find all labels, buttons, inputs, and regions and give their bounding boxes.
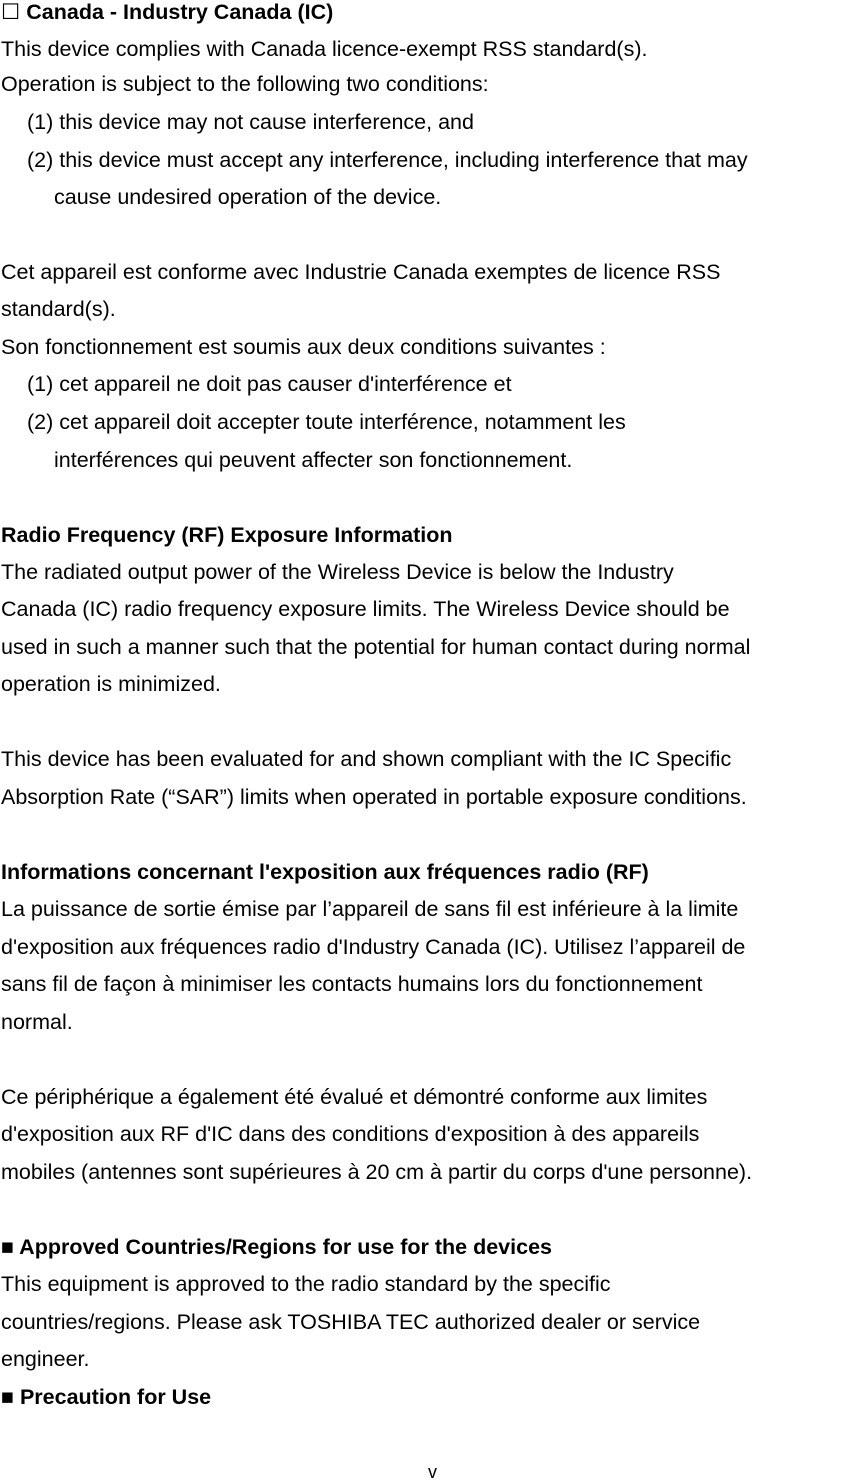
paragraph-line: The radiated output power of the Wireless Device is below the Industry: [1, 560, 674, 584]
condition-item: (2) cet appareil doit accepter toute interférence, notamment les: [27, 410, 626, 434]
paragraph-line: Canada (IC) radio frequency exposure limits. The Wireless Device should be: [1, 597, 730, 621]
paragraph-line: La puissance de sortie émise par l’appareil de sans fil est inférieure à la limite: [1, 897, 739, 921]
condition-item: (2) this device must accept any interference, including interference that may: [27, 148, 748, 172]
page-number: v: [428, 1462, 437, 1482]
section-heading-approved-countries: ■ Approved Countries/Regions for use for the devices: [1, 1235, 552, 1259]
condition-item-continuation: cause undesired operation of the device.: [54, 185, 442, 209]
condition-item-continuation: interférences qui peuvent affecter son fonctionnement.: [54, 448, 573, 472]
paragraph-line: standard(s).: [1, 297, 116, 321]
paragraph-line: mobiles (antennes sont supérieures à 20 cm à partir du corps d'une personne).: [1, 1160, 753, 1184]
paragraph-line: Absorption Rate (“SAR”) limits when operated in portable exposure conditions.: [1, 785, 747, 809]
paragraph-line: Son fonctionnement est soumis aux deux conditions suivantes :: [1, 335, 606, 359]
paragraph-line: engineer.: [1, 1347, 90, 1371]
section-heading-rf-exposure: Radio Frequency (RF) Exposure Information: [1, 523, 453, 547]
condition-item: (1) cet appareil ne doit pas causer d'interférence et: [27, 372, 512, 396]
paragraph-line: Operation is subject to the following two conditions:: [1, 72, 489, 96]
paragraph-line: operation is minimized.: [1, 672, 221, 696]
paragraph-line: Ce périphérique a également été évalué et démontré conforme aux limites: [1, 1085, 708, 1109]
section-heading-canada-ic: ☐ Canada - Industry Canada (IC): [1, 0, 334, 24]
paragraph-line: used in such a manner such that the potential for human contact during normal: [1, 635, 751, 659]
paragraph-line: d'exposition aux fréquences radio d'Industry Canada (IC). Utilisez l’appareil de: [1, 935, 746, 959]
paragraph-line: countries/regions. Please ask TOSHIBA TEC authorized dealer or service: [1, 1310, 701, 1334]
paragraph-line: This device has been evaluated for and shown compliant with the IC Specific: [1, 747, 732, 771]
condition-item: (1) this device may not cause interference, and: [27, 110, 474, 134]
paragraph-line: This device complies with Canada licence-exempt RSS standard(s).: [1, 37, 648, 61]
paragraph-line: Cet appareil est conforme avec Industrie Canada exemptes de licence RSS: [1, 260, 721, 284]
paragraph-line: This equipment is approved to the radio standard by the specific: [1, 1272, 611, 1296]
section-heading-precaution: ■ Precaution for Use: [1, 1385, 212, 1409]
paragraph-line: d'exposition aux RF d'IC dans des conditions d'exposition à des appareils: [1, 1122, 700, 1146]
paragraph-line: sans fil de façon à minimiser les contacts humains lors du fonctionnement: [1, 972, 703, 996]
section-heading-rf-exposure-fr: Informations concernant l'exposition aux fréquences radio (RF): [1, 860, 649, 884]
paragraph-line: normal.: [1, 1010, 73, 1034]
